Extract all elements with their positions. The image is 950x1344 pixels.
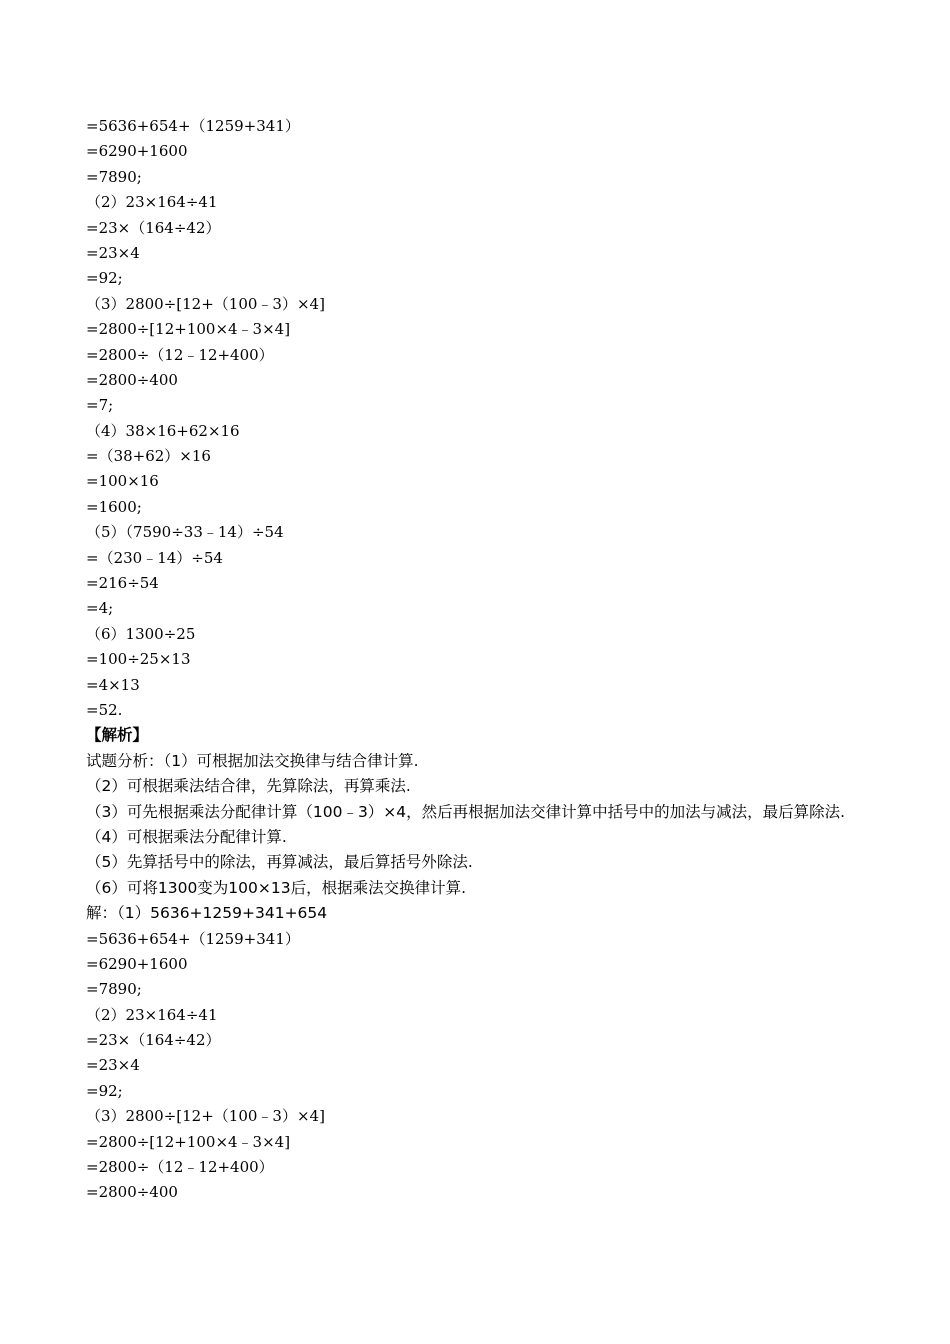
- answer-line-12: =2800÷400: [86, 1183, 178, 1202]
- analysis-heading: 【解析】: [86, 726, 149, 745]
- answer-line-11: =2800÷（12﹣12+400）: [86, 1158, 274, 1177]
- solution-line-11: =2800÷400: [86, 370, 178, 389]
- analysis-line-2: （2）可根据乘法结合律，先算除法，再算乘法.: [86, 777, 411, 796]
- solution-line-9: =2800÷[12+100×4﹣3×4]: [86, 320, 291, 339]
- solution-line-7: =92;: [86, 269, 123, 288]
- answer-line-7: =23×4: [86, 1056, 140, 1075]
- solution-line-16: =1600;: [86, 497, 142, 516]
- solution-line-6: =23×4: [86, 243, 140, 262]
- answer-line-6: =23×（164÷42）: [86, 1031, 221, 1050]
- solution-line-18: =（230﹣14）÷54: [86, 548, 223, 567]
- solution-line-20: =4;: [86, 599, 114, 618]
- solution-line-10: =2800÷（12﹣12+400）: [86, 345, 274, 364]
- analysis-line-6: （6）可将1300变为100×13后，根据乘法交换律计算.: [86, 878, 467, 897]
- solution-line-14: =（38+62）×16: [86, 447, 211, 466]
- document-page: [86, 114, 876, 1206]
- solution-line-8: （3）2800÷[12+（100﹣3）×4]: [86, 294, 325, 313]
- analysis-line-4: （4）可根据乘法分配律计算.: [86, 827, 287, 846]
- answer-line-10: =2800÷[12+100×4﹣3×4]: [86, 1132, 291, 1151]
- solution-line-5: =23×（164÷42）: [86, 218, 221, 237]
- answer-line-8: =92;: [86, 1081, 123, 1100]
- analysis-line-1: 试题分析：（1）可根据加法交换律与结合律计算.: [86, 751, 419, 770]
- solution-line-15: =100×16: [86, 472, 159, 491]
- answer-line-2: =5636+654+（1259+341）: [86, 929, 300, 948]
- analysis-line-3: （3）可先根据乘法分配律计算（100﹣3）×4，然后再根据加法交律计算中括号中的加法与减法，最后算除法.: [86, 802, 846, 821]
- solution-line-13: （4）38×16+62×16: [86, 421, 240, 440]
- solution-line-19: =216÷54: [86, 574, 159, 593]
- solution-line-4: （2）23×164÷41: [86, 193, 218, 212]
- answer-line-1: 解：（1）5636+1259+341+654: [86, 904, 328, 923]
- answer-line-3: =6290+1600: [86, 954, 188, 973]
- solution-line-21: （6）1300÷25: [86, 624, 196, 643]
- answer-line-4: =7890;: [86, 980, 142, 999]
- analysis-line-5: （5）先算括号中的除法，再算减法，最后算括号外除法.: [86, 853, 473, 872]
- solution-line-23: =4×13: [86, 675, 140, 694]
- solution-line-17: （5）（7590÷33﹣14）÷54: [86, 523, 284, 542]
- solution-line-3: =7890;: [86, 167, 142, 186]
- answer-line-5: （2）23×164÷41: [86, 1005, 218, 1024]
- solution-line-12: =7;: [86, 396, 114, 415]
- solution-line-22: =100÷25×13: [86, 650, 191, 669]
- solution-line-24: =52.: [86, 700, 123, 719]
- answer-line-9: （3）2800÷[12+（100﹣3）×4]: [86, 1107, 325, 1126]
- solution-line-2: =6290+1600: [86, 142, 188, 161]
- solution-line-1: =5636+654+（1259+341）: [86, 117, 300, 135]
